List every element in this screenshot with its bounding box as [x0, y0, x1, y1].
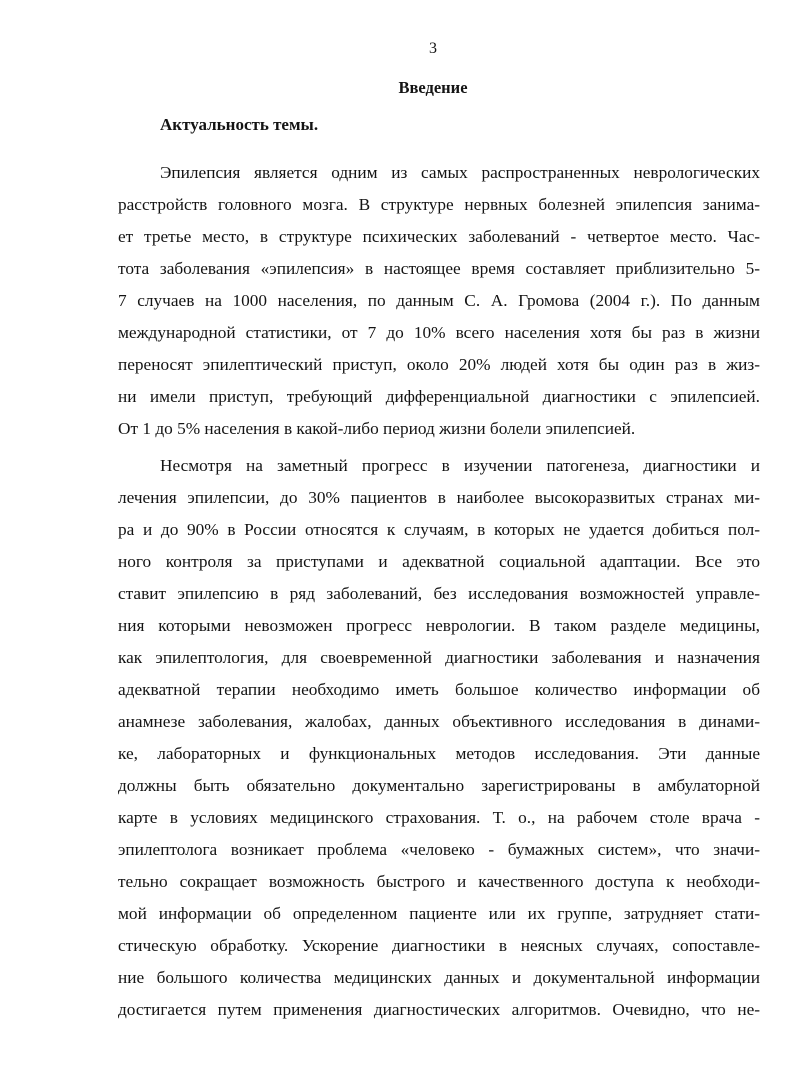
text-line: мой информации об определенном пациенте или их группе, затрудняет стати-	[118, 904, 760, 923]
text-line: Несмотря на заметный прогресс в изучении патогенеза, диагностики и	[160, 456, 760, 475]
text-line: лечения эпилепсии, до 30% пациентов в наиболее высокоразвитых странах ми-	[118, 488, 760, 507]
text-line: 7 случаев на 1000 населения, по данным С. А. Громова (2004 г.). По данным	[118, 291, 760, 310]
text-line: ет третье место, в структуре психических заболеваний - четвертое место. Час-	[118, 227, 760, 246]
text-line: ние большого количества медицинских данных и документальной информации	[118, 968, 760, 987]
text-line: ра и до 90% в России относятся к случаям, в которых не удается добиться пол-	[118, 520, 760, 539]
text-line: От 1 до 5% населения в какой-либо период жизни болели эпилепсией.	[118, 419, 636, 438]
paragraph-2	[118, 450, 760, 1026]
text-line: достигается путем применения диагностических алгоритмов. Очевидно, что не-	[118, 1000, 760, 1019]
text-line: стическую обработку. Ускорение диагностики в неясных случаях, сопоставле-	[118, 936, 760, 955]
text-line: анамнезе заболевания, жалобах, данных объективного исследования в динами-	[118, 712, 760, 731]
text-line: тота заболевания «эпилепсия» в настоящее время составляет приблизительно 5-	[118, 259, 760, 278]
text-line: международной статистики, от 7 до 10% всего населения хотя бы раз в жизни	[118, 323, 760, 342]
subsection-heading: Актуальность темы.	[160, 115, 319, 134]
section-heading: Введение	[398, 78, 468, 97]
text-line: карте в условиях медицинского страхования. Т. о., на рабочем столе врача -	[118, 808, 760, 827]
text-line: ставит эпилепсию в ряд заболеваний, без исследования возможностей управле-	[118, 584, 760, 603]
text-line: ния которыми невозможен прогресс неврологии. В таком разделе медицины,	[118, 616, 760, 635]
text-line: должны быть обязательно документально зарегистрированы в амбулаторной	[118, 776, 760, 795]
text-line: как эпилептология, для своевременной диагностики заболевания и назначения	[118, 648, 760, 667]
text-line: адекватной терапии необходимо иметь большое количество информации об	[118, 680, 760, 699]
text-line: Эпилепсия является одним из самых распространенных неврологических	[160, 163, 760, 182]
text-line: ке, лабораторных и функциональных методов исследования. Эти данные	[118, 744, 760, 763]
text-line: тельно сокращает возможность быстрого и качественного доступа к необходи-	[118, 872, 760, 891]
text-line: эпилептолога возникает проблема «человеко - бумажных систем», что значи-	[118, 840, 760, 859]
paragraph-1	[118, 157, 760, 445]
text-line: ни имели приступ, требующий дифференциальной диагностики с эпилепсией.	[118, 387, 760, 406]
text-line: расстройств головного мозга. В структуре нервных болезней эпилепсия занима-	[118, 195, 760, 214]
page-number: 3	[429, 40, 437, 57]
text-line: ного контроля за приступами и адекватной социальной адаптации. Все это	[118, 552, 760, 571]
text-line: переносят эпилептический приступ, около 20% людей хотя бы один раз в жиз-	[118, 355, 760, 374]
